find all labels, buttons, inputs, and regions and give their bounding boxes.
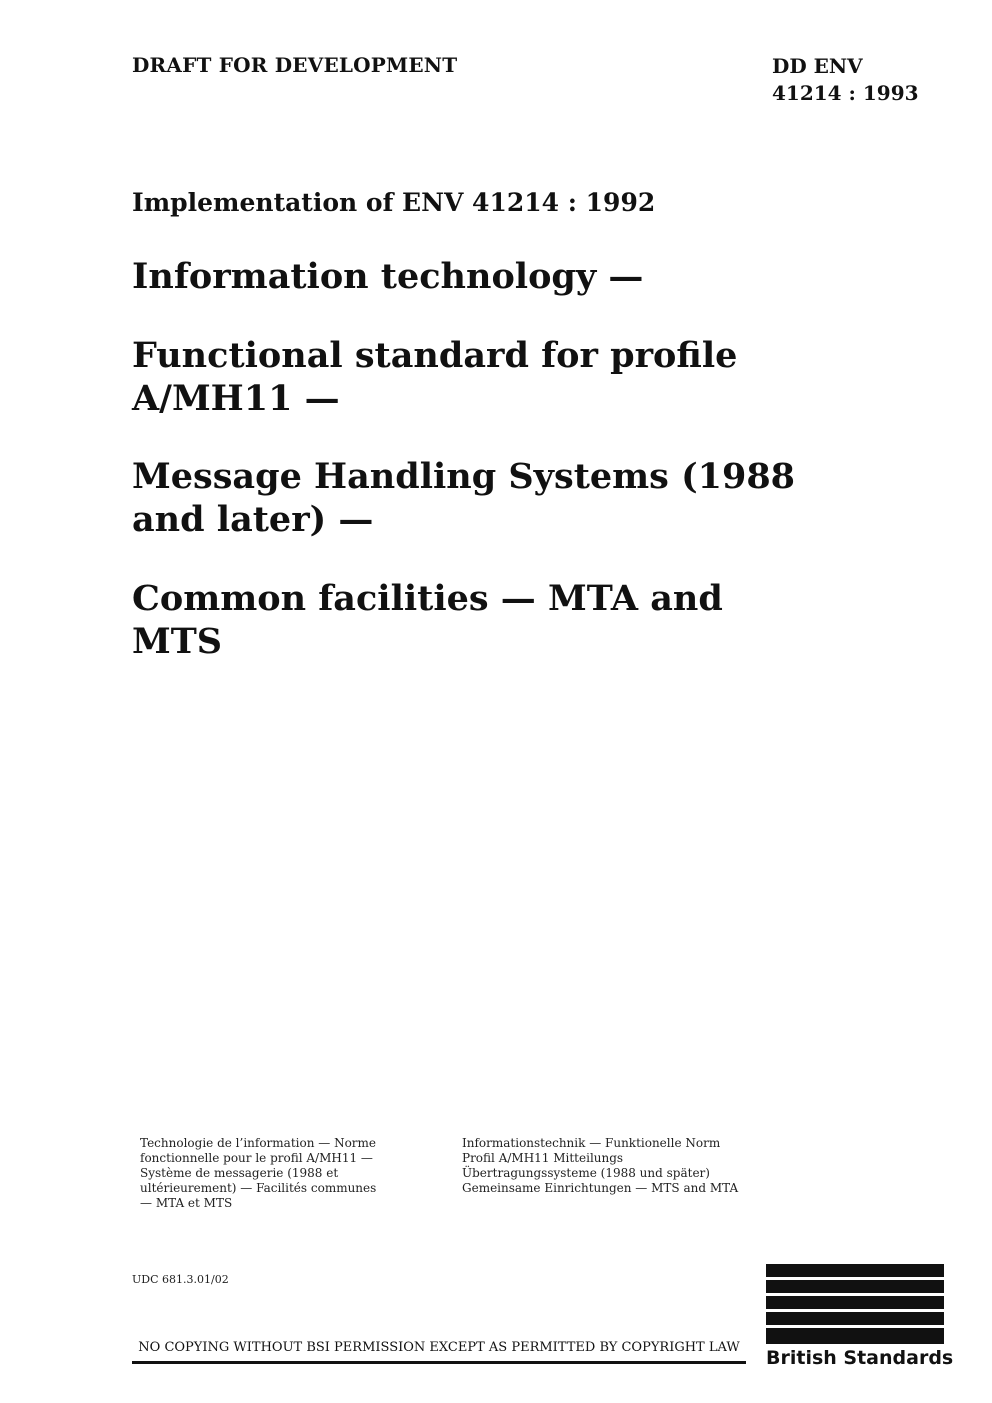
udc-code: UDC 681.3.01/02 [132,1273,229,1286]
bsi-logo-background [766,1264,944,1344]
implementation-line: Implementation of ENV 41214 : 1992 [132,188,656,217]
title-part-4: Common facilities — MTA and MTS [132,578,723,662]
title-part-3: Message Handling Systems (1988 and later) — [132,456,796,540]
document-number-line2: 41214 : 1993 [772,81,919,105]
french-title: Technologie de l’information — Norme fonctionnelle pour le profil A/MH11 — Système de messagerie (1988 et ultérieurement) — Facilités communes — MTA et MTS [140,1136,377,1210]
document-number-line1: DD ENV [772,54,863,78]
german-title: Informationstechnik — Funktionelle Norm Profil A/MH11 Mitteilungs Übertragungssysteme (1988 und später) Gemeinsame Einrichtungen — MTS and MTA [462,1136,739,1195]
draft-label: DRAFT FOR DEVELOPMENT [132,53,458,77]
bsi-logo-name: British Standards [766,1347,954,1369]
copyright-notice: NO COPYING WITHOUT BSI PERMISSION EXCEPT AS PERMITTED BY COPYRIGHT LAW [132,1340,746,1364]
title-part-1: Information technology — [132,256,644,297]
document-number [772,53,919,107]
title-part-2: Functional standard for profile A/MH11 — [132,335,738,419]
